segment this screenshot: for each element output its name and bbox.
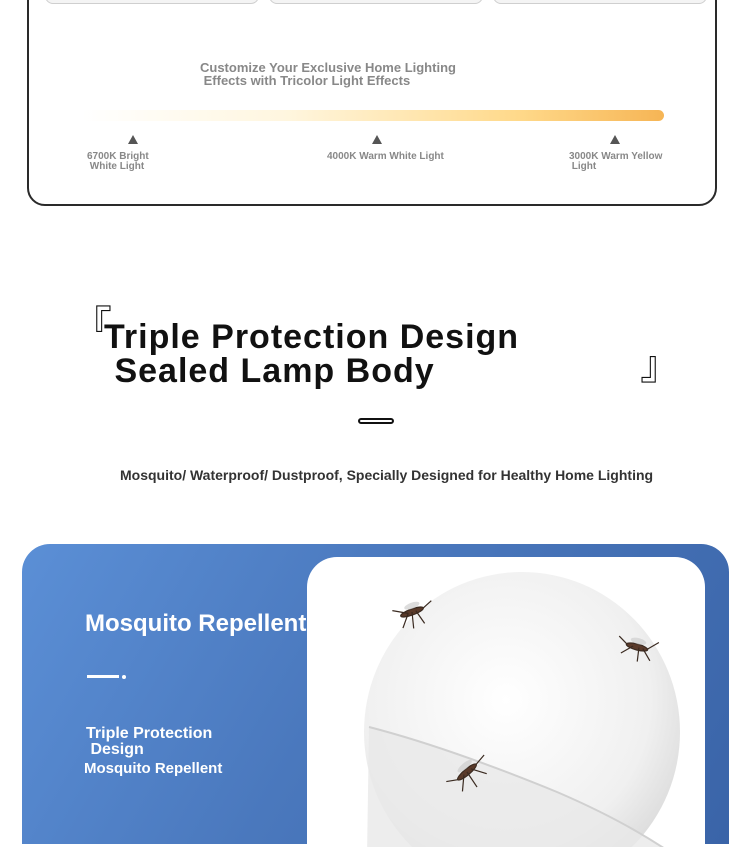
marker-label-6700k: 6700K Bright White Light xyxy=(87,151,149,172)
bulb-image-card xyxy=(307,557,705,847)
marker-4000k-icon xyxy=(372,135,382,144)
section-subtitle: Mosquito/ Waterproof/ Dustproof, Specially Designed for Healthy Home Lighting xyxy=(120,467,654,483)
marker-3000k-icon xyxy=(610,135,620,144)
title-divider xyxy=(358,418,394,424)
option-card-2 xyxy=(269,0,483,4)
feature-subtitle-1: Triple Protection Design xyxy=(86,725,213,758)
section-title: Triple Protection Design Sealed Lamp Body xyxy=(104,318,520,390)
feature-subtitle-2: Mosquito Repellent xyxy=(84,760,223,777)
tricolor-frame xyxy=(27,0,717,206)
feature-title: Mosquito Repellent xyxy=(85,610,307,637)
feature-dot xyxy=(122,675,126,679)
option-card-3 xyxy=(493,0,707,4)
bulb-with-mosquitoes-icon xyxy=(307,557,705,847)
marker-label-4000k: 4000K Warm White Light xyxy=(327,151,444,162)
marker-6700k-icon xyxy=(128,135,138,144)
open-bracket: 『 xyxy=(72,303,112,349)
color-temperature-bar xyxy=(82,110,664,121)
marker-label-3000k: 3000K Warm Yellow Light xyxy=(569,151,663,172)
tricolor-heading: Customize Your Exclusive Home Lighting Effects with Tricolor Light Effects xyxy=(200,60,456,88)
option-card-1 xyxy=(45,0,259,4)
close-bracket: 』 xyxy=(640,343,680,389)
feature-dash xyxy=(87,675,119,678)
